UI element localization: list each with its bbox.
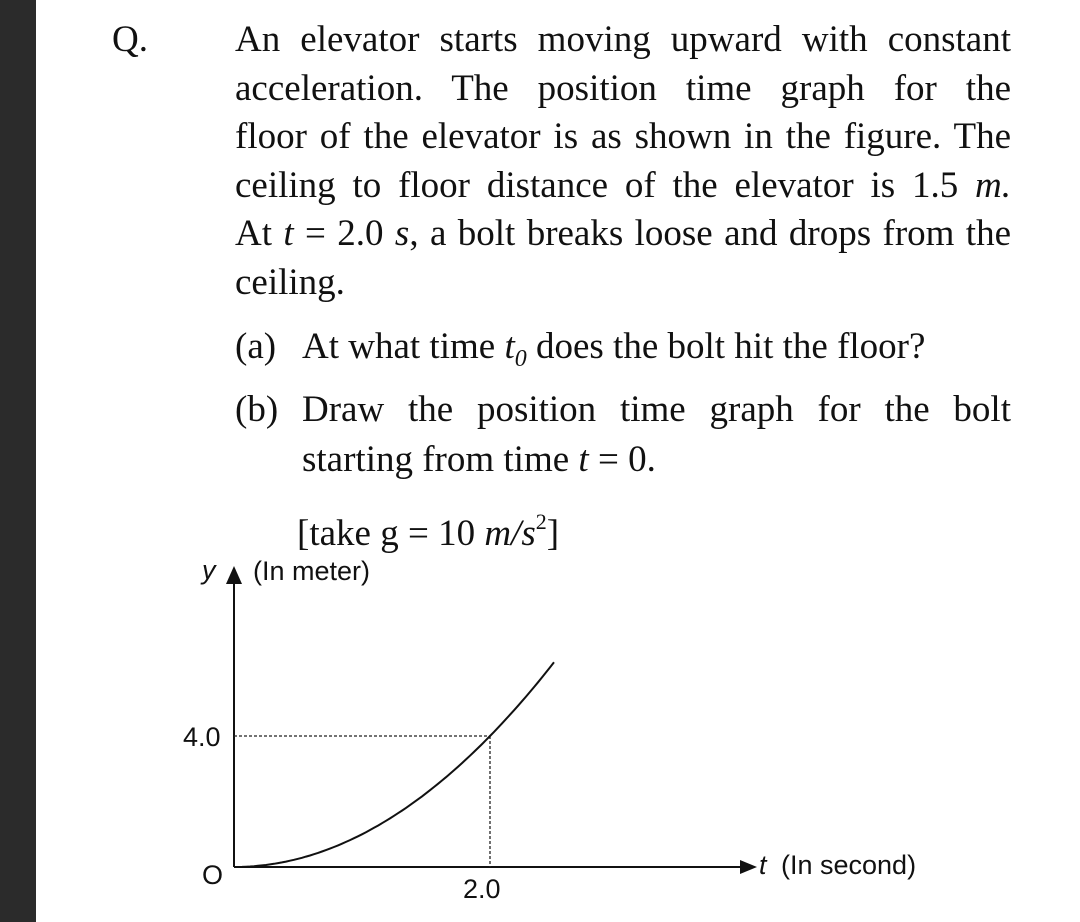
part-b-line2-post: = 0. (588, 439, 656, 480)
var-t0: t (504, 326, 515, 367)
question-line-3: floor of the elevator is as shown in the figure. The (235, 116, 1011, 157)
take-pre: [take g = 10 (297, 513, 485, 554)
superscript-2: 2 (535, 509, 547, 534)
unit-ms: m/s (484, 513, 536, 554)
unit-m: m. (975, 164, 1011, 206)
x-axis-symbol: t (759, 850, 767, 880)
question-line-6: ceiling. (235, 261, 345, 303)
part-a-post: does the bolt hit the floor? (526, 326, 926, 367)
part-b-line2-pre: starting from time (302, 439, 579, 480)
y-axis-arrow (226, 566, 242, 584)
line5-at: At (235, 213, 284, 254)
take-post: ] (546, 513, 560, 554)
question-line-2: acceleration. The position time graph for the (235, 67, 1011, 109)
part-a-label: (a) (235, 326, 277, 367)
chart-guides (234, 736, 490, 867)
subscript-0: 0 (514, 346, 527, 372)
chart-labels (183, 555, 916, 904)
x-tick-label: 2.0 (463, 874, 501, 904)
x-axis-unit-label: (In second) (781, 850, 917, 880)
line5-rest: , a bolt breaks loose and drops from the (409, 213, 1012, 254)
question-label: Q. (112, 19, 148, 60)
x-axis-arrow (740, 860, 757, 874)
series-curve (234, 662, 554, 867)
part-b-line1: Draw the position time graph for the bolt (302, 389, 1011, 430)
chart-axes (226, 566, 757, 874)
question-line-1: An elevator starts moving upward with constant (235, 19, 1011, 60)
y-tick-label: 4.0 (183, 722, 221, 752)
line5-eq: = 2.0 (293, 213, 395, 254)
origin-label: O (202, 860, 224, 890)
var-t: t (578, 439, 589, 480)
part-b-label: (b) (235, 389, 279, 430)
chart-series (234, 662, 554, 867)
y-axis-symbol: y (202, 555, 216, 585)
unit-s: s (394, 213, 410, 254)
part-a-pre: At what time (302, 326, 505, 367)
var-t: t (283, 213, 294, 254)
y-axis-unit-label: (In meter) (253, 556, 371, 586)
line4-text: ceiling to floor distance of the elevator is 1.5 (235, 164, 976, 206)
